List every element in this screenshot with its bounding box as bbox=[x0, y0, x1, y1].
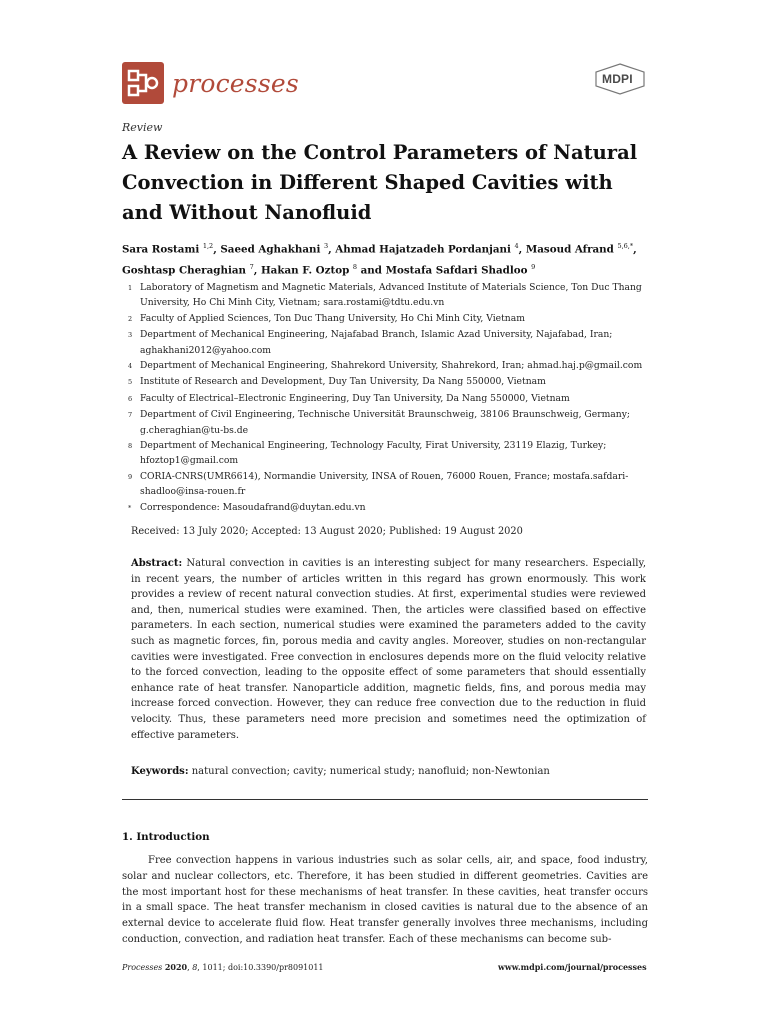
publisher-name: MDPI bbox=[602, 72, 633, 86]
keywords bbox=[131, 766, 646, 777]
affiliation-text: Department of Mechanical Engineering, Technology Faculty, Firat University, 23119 Elazig, Turkey; hfoztop1@gmail.com bbox=[140, 440, 607, 467]
journal-name: processes bbox=[172, 68, 299, 98]
section-heading: 1. Introduction bbox=[122, 831, 210, 843]
affiliation-text: Faculty of Applied Sciences, Ton Duc Thang University, Ho Chi Minh City, Vietnam bbox=[140, 312, 525, 324]
abstract bbox=[131, 556, 646, 743]
author-affiliation-sup: 3 bbox=[323, 242, 329, 250]
affiliation-number: 9 bbox=[128, 472, 133, 481]
affiliation-item bbox=[122, 391, 652, 407]
abstract-text: Natural convection in cavities is an interesting subject for many researchers. Especially, in recent years, the number of articles written in this regard has grown enormously. This work provides a review of recent natural convection studies. At first, experimental studies were reviewed and, then, numerical studies were examined. Then, the articles were classified based on effective parameters. In each section, numerical studies were examined the parameters added to the cavity such as magnetic forces, fin, porous media and cavity angles. Moreover, studies on non-rectangular cavities were investigated. Free convection in enclosures depends more on the fluid velocity relative to the forced convection, leading to the opposite effect of some parameters that should essentially enhance rate of heat transfer. Nanoparticle addition, magnetic fields, fins, and porous media may increase forced convection. However, they can reduce free convection due to the reduction in fluid velocity. Thus, these parameters need more precision and sometimes need the optimization of effective parameters. bbox=[131, 558, 647, 741]
affiliation-number: 1 bbox=[128, 284, 133, 292]
affiliation-item bbox=[122, 280, 652, 311]
affiliation-number: 3 bbox=[128, 331, 133, 340]
introduction-text: Free convection happens in various industries such as solar cells, air, and space, food industry, solar and nuclear collectors, etc. Therefore, it has been studied in different geometries. Cavities are the most important host for these mechanisms of heat transfer. In these cavities, heat transfer occurs in a small space. The heat transfer mechanism in closed cavities is natural due to the absence of an external device to accelerate fluid flow. Heat transfer generally involves three mechanisms, including conduction, convection, and radiation heat transfer. Each of these mechanisms can become sub- bbox=[122, 855, 648, 945]
affiliation-item bbox=[122, 438, 652, 469]
affiliation-item bbox=[122, 500, 652, 516]
footer-journal: Processes bbox=[122, 963, 163, 972]
keywords-label: Keywords: bbox=[131, 766, 189, 777]
author-affiliation-sup: 5,6,* bbox=[617, 242, 634, 250]
keywords-text: natural convection; cavity; numerical study; nanofluid; non-Newtonian bbox=[191, 766, 550, 777]
footer-volume: 8 bbox=[192, 963, 198, 972]
footer-url[interactable]: www.mdpi.com/journal/processes bbox=[498, 962, 647, 972]
section-divider bbox=[122, 799, 648, 800]
article-type: Review bbox=[122, 121, 163, 134]
affiliation-text: Correspondence: Masoudafrand@duytan.edu.vn bbox=[140, 501, 366, 513]
author-name: Masoud Afrand bbox=[525, 243, 618, 256]
affiliation-text: Laboratory of Magnetism and Magnetic Materials, Advanced Institute of Materials Science, Ton Duc Thang University, Ho Chi Minh City, Vietnam; sara.rostami@tdtu.edu.vn bbox=[140, 282, 642, 309]
author-name: Hakan F. Oztop bbox=[260, 264, 353, 277]
author-list: Sara Rostami $^{1,2}$, Saeed Aghakhani $^3$, Ahmad Hajatzadeh Pordanjani $^4$, Masoud Afrand $^{5,6,*}$, Goshtasp Cheraghian $^7$, Hakan F. Oztop $^8$ and Mostafa Safdari Shadloo $^9$ bbox=[122, 242, 637, 277]
mdpi-logo bbox=[594, 63, 646, 95]
author-affiliation-sup: 8 bbox=[352, 263, 358, 272]
footer-doi: , 1011; doi:10.3390/pr8091011 bbox=[197, 963, 324, 972]
author-name: Mostafa Safdari Shadloo bbox=[385, 264, 532, 277]
footer-citation: Processes 2020, 8, 1011; doi:10.3390/pr8091011 bbox=[122, 962, 324, 972]
author-affiliation-sup: 7 bbox=[249, 263, 254, 272]
affiliation-text: CORIA-CNRS(UMR6614), Normandie University, INSA of Rouen, 76000 Rouen, France; mostafa.safdari-shadloo@insa-rouen.fr bbox=[140, 470, 629, 498]
affiliation-item bbox=[122, 311, 652, 327]
author-name: Sara Rostami bbox=[122, 243, 203, 256]
paper-title: A Review on the Control Parameters of Natural Convection in Different Shaped Cavities with and Without Nanofluid bbox=[122, 141, 638, 224]
affiliation-text: Department of Mechanical Engineering, Shahrekord University, Shahrekord, Iran; ahmad.haj.p@gmail.com bbox=[140, 360, 643, 372]
affiliation-number: 2 bbox=[128, 314, 133, 323]
affiliation-number: 4 bbox=[128, 362, 133, 371]
affiliation-list bbox=[122, 280, 652, 516]
affiliation-item bbox=[122, 358, 652, 374]
affiliation-item bbox=[122, 407, 652, 438]
affiliation-text: Faculty of Electrical–Electronic Engineering, Duy Tan University, Da Nang 550000, Vietnam bbox=[140, 392, 570, 404]
affiliation-number: 8 bbox=[128, 442, 133, 451]
affiliation-text: Department of Mechanical Engineering, Najafabad Branch, Islamic Azad University, Najafabad, Iran; aghakhani2012@yahoo.com bbox=[140, 329, 613, 356]
publication-dates: Received: 13 July 2020; Accepted: 13 August 2020; Published: 19 August 2020 bbox=[131, 526, 523, 537]
author-affiliation-sup: 1,2 bbox=[202, 242, 214, 250]
affiliation-number: 7 bbox=[128, 411, 133, 420]
affiliation-item bbox=[122, 374, 652, 390]
affiliation-text: Institute of Research and Development, Duy Tan University, Da Nang 550000, Vietnam bbox=[140, 376, 546, 388]
author-name: Saeed Aghakhani bbox=[220, 243, 324, 256]
affiliation-number: * bbox=[128, 503, 132, 512]
affiliation-item bbox=[122, 327, 652, 358]
affiliation-text: Department of Civil Engineering, Technische Universität Braunschweig, 38106 Braunschweig, Germany; g.cheraghian@tu-bs.de bbox=[140, 409, 630, 436]
author-name: Ahmad Hajatzadeh Pordanjani bbox=[335, 243, 515, 256]
affiliation-number: 6 bbox=[128, 394, 133, 403]
affiliation-item bbox=[122, 469, 652, 500]
journal-logo bbox=[122, 62, 299, 104]
affiliation-number: 5 bbox=[128, 378, 133, 387]
author-affiliation-sup: 9 bbox=[531, 263, 536, 272]
footer-year: 2020 bbox=[164, 962, 188, 972]
abstract-label: Abstract: bbox=[131, 558, 183, 569]
author-affiliation-sup: 4 bbox=[514, 242, 519, 250]
author-name: Goshtasp Cheraghian bbox=[122, 264, 250, 277]
processes-logo-icon bbox=[122, 62, 164, 104]
